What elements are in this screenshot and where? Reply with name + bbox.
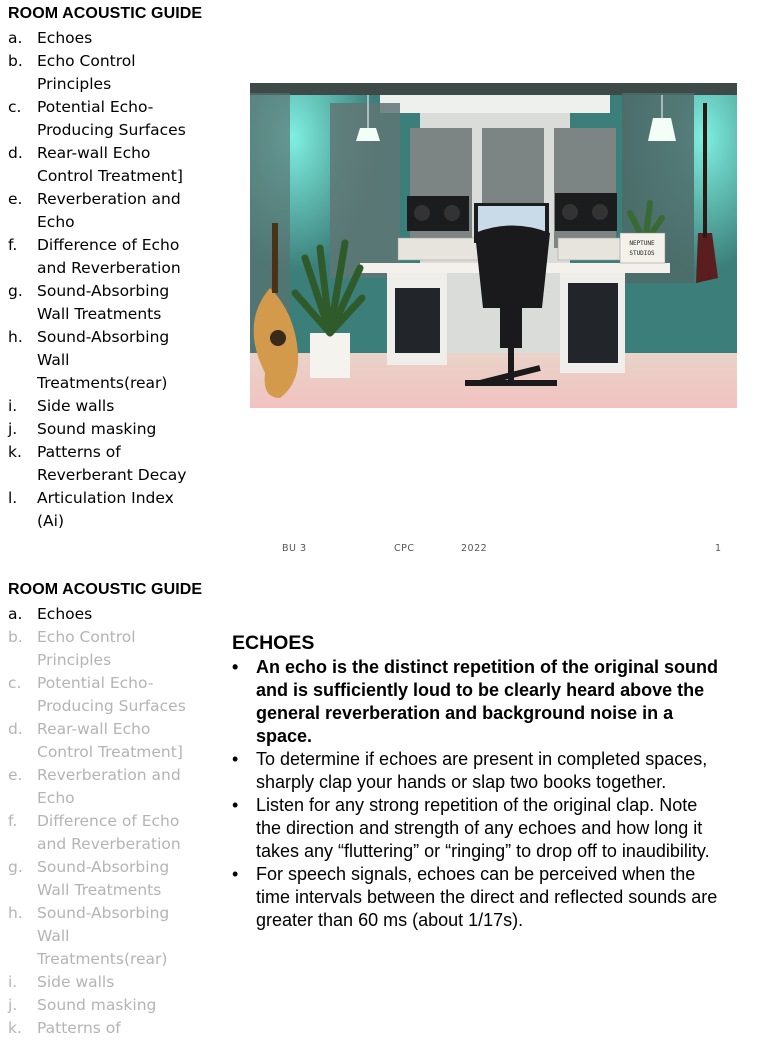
bullet-item: • To determine if echoes are present in completed spaces, sharply clap your hands or slap two books together. <box>232 749 708 792</box>
toc-item: j. Sound masking <box>8 420 157 438</box>
toc-item: d. Rear-wall Echo Control Treatment] <box>8 720 183 761</box>
toc-item: f. Difference of Echo and Reverberation <box>8 236 181 277</box>
sign-text-line2: STUDIOS <box>629 250 655 257</box>
toc-item: d. Rear-wall Echo Control Treatment] <box>8 144 183 185</box>
footer-middle: CPC <box>394 543 415 554</box>
footer-year: 2022 <box>461 543 488 554</box>
bullet-item: • An echo is the distinct repetition of the original sound and is sufficiently loud to be clearly heard above the general reverberation and background noise in a space. <box>232 657 719 746</box>
section-heading: ECHOES <box>232 632 315 654</box>
toc-item: j. Sound masking <box>8 996 157 1014</box>
studio-photo <box>250 83 737 408</box>
toc-item: k. Patterns of <box>8 1019 121 1037</box>
bullet-icon: • <box>232 795 239 815</box>
toc-item: h. Sound-Absorbing Wall Treatments(rear) <box>8 328 170 392</box>
sign-text-line1: NEPTUNE <box>629 240 655 247</box>
toc-list <box>8 27 208 533</box>
slide-2 <box>0 576 768 1037</box>
toc-item: e. Reverberation and Echo <box>8 766 181 807</box>
toc-item: i. Side walls <box>8 397 115 415</box>
slide-title: ROOM ACOUSTIC GUIDE <box>8 5 203 22</box>
bullet-icon: • <box>232 657 239 677</box>
toc-item: g. Sound-Absorbing Wall Treatments <box>8 282 170 323</box>
toc-item: a. Echoes <box>8 29 93 47</box>
slide-title: ROOM ACOUSTIC GUIDE <box>8 581 203 598</box>
bullet-list <box>232 656 722 932</box>
bullet-item: • For speech signals, echoes can be perceived when the time intervals between the direct and reflected sounds are greater than 60 ms (about 1/17s). <box>232 864 718 930</box>
bullet-icon: • <box>232 749 239 769</box>
toc-item-active: a. Echoes <box>8 605 93 623</box>
bullet-icon: • <box>232 864 239 884</box>
toc-item: l. Articulation Index (Ai) <box>8 489 174 530</box>
toc-item: e. Reverberation and Echo <box>8 190 181 231</box>
toc-item: i. Side walls <box>8 973 115 991</box>
toc-item: g. Sound-Absorbing Wall Treatments <box>8 858 170 899</box>
toc-item: c. Potential Echo-Producing Surfaces <box>8 98 186 139</box>
toc-item: f. Difference of Echo and Reverberation <box>8 812 181 853</box>
toc-item: h. Sound-Absorbing Wall Treatments(rear) <box>8 904 170 968</box>
toc-item: c. Potential Echo-Producing Surfaces <box>8 674 186 715</box>
studio-illustration <box>250 83 737 408</box>
bullet-item: • Listen for any strong repetition of the original clap. Note the direction and strength of any echoes and how long it takes any “fluttering” or “ringing” to drop off to inaudibility. <box>232 795 710 861</box>
toc-item: b. Echo Control Principles <box>8 52 136 93</box>
footer-left: BU 3 <box>282 543 307 554</box>
toc-list <box>8 603 208 1040</box>
footer-page-number: 1 <box>715 543 722 554</box>
toc-item: b. Echo Control Principles <box>8 628 136 669</box>
toc-item: k. Patterns of Reverberant Decay <box>8 443 187 484</box>
